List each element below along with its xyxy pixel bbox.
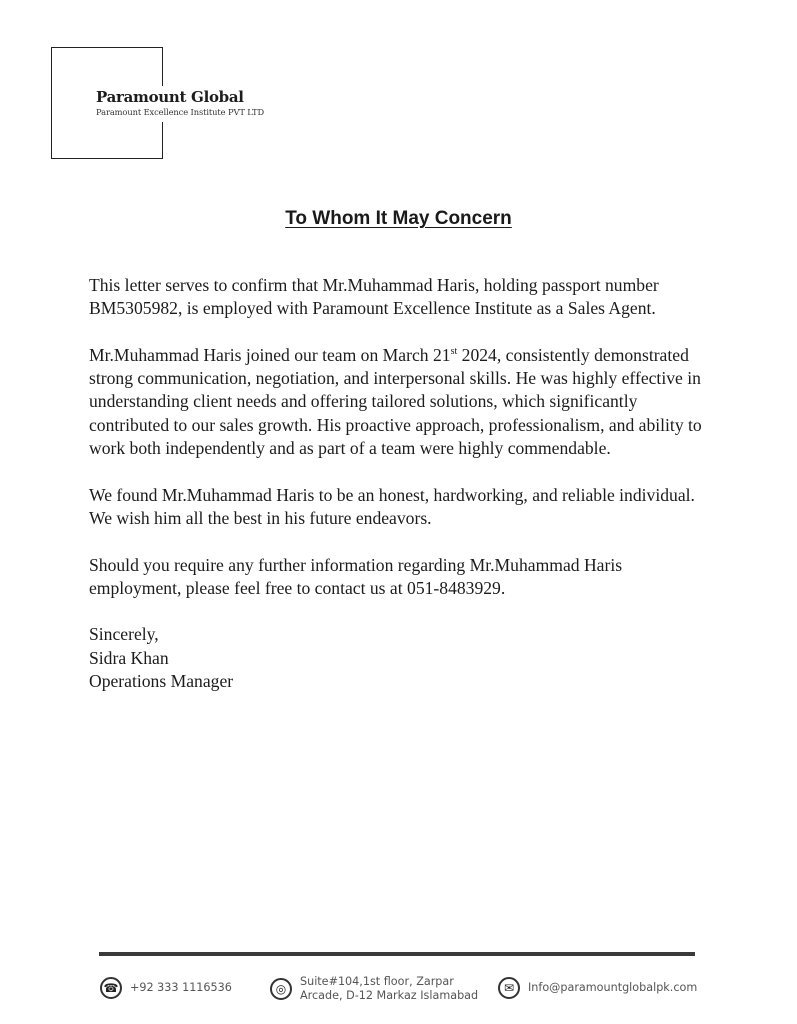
location-pin-icon: ◎ xyxy=(270,978,292,1000)
closing: Sincerely, xyxy=(89,624,159,645)
p2-text-start: Mr.Muhammad Haris joined our team on March 21 xyxy=(89,344,451,365)
footer-divider xyxy=(99,952,695,956)
envelope-icon: ✉ xyxy=(498,977,520,999)
signature-block xyxy=(89,623,709,693)
phone-icon: ☎ xyxy=(100,977,122,999)
phone-number: +92 333 1116536 xyxy=(130,981,232,994)
date-ordinal-suffix: st xyxy=(450,345,458,357)
footer-address xyxy=(270,975,478,1003)
p2-text-end: 2024, consistently demonstrated strong communication, negotiation, and interpersonal skills. He was highly effective in understanding client needs and offering tailored solutions, which significantly contributed to our sales growth. His proactive approach, professionalism, and ability to work both independently and as part of a team were highly commendable. xyxy=(89,344,702,459)
company-name: Paramount Global xyxy=(96,88,244,106)
email-address[interactable]: Info@paramountglobalpk.com xyxy=(528,981,698,994)
footer-email xyxy=(498,977,697,999)
paragraph-character: We found Mr.Muhammad Haris to be an honest, hardworking, and reliable individual. We wish him all the best in his future endeavors. xyxy=(89,484,695,528)
address-line-2: Arcade, D-12 Markaz Islamabad xyxy=(300,989,479,1002)
letter-title xyxy=(0,208,797,230)
address-line-1: Suite#104,1st floor, Zarpar xyxy=(300,975,454,988)
letter-title-text: To Whom It May Concern xyxy=(285,208,512,229)
paragraph-confirmation: This letter serves to confirm that Mr.Muhammad Haris, holding passport number BM5305982, is employed with Paramount Excellence Institute as a Sales Agent. xyxy=(89,275,659,319)
company-subtitle: Paramount Excellence Institute PVT LTD xyxy=(96,107,265,117)
paragraph-contact: Should you require any further information regarding Mr.Muhammad Haris employment, please feel free to contact us at 051-8483929. xyxy=(89,554,623,598)
paragraph-performance xyxy=(89,344,709,460)
letter-body xyxy=(89,274,709,693)
footer-phone xyxy=(100,977,232,999)
signatory-role: Operations Manager xyxy=(89,671,234,692)
signatory-name: Sidra Khan xyxy=(89,647,169,668)
address-text xyxy=(300,975,478,1003)
